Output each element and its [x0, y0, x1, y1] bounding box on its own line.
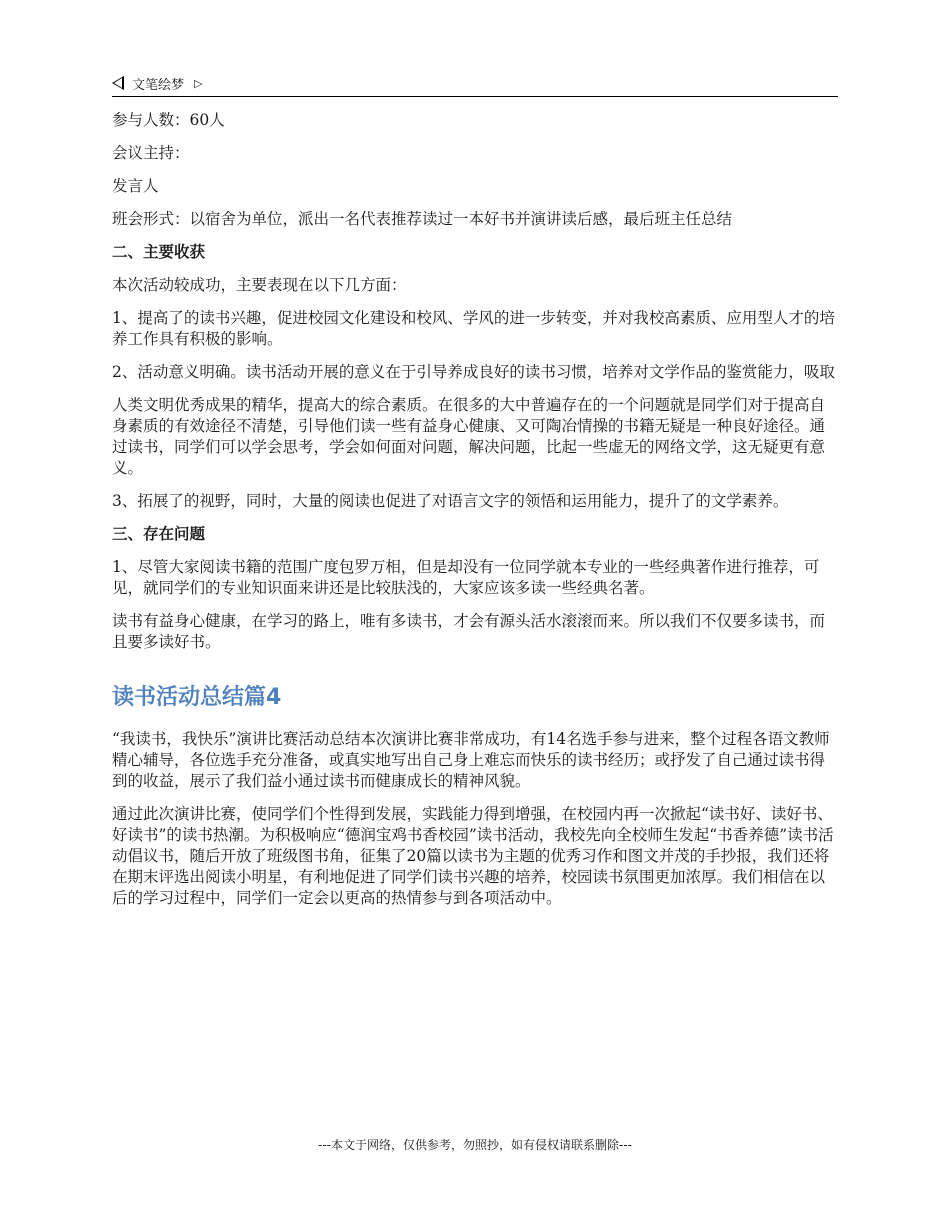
- paragraph: 本次活动较成功，主要表现在以下几方面：: [112, 276, 407, 294]
- section-heading-problems: 三、存在问题: [112, 525, 206, 543]
- paragraph: 发言人: [112, 177, 159, 195]
- triangle-right-icon: ▷: [194, 76, 203, 90]
- paragraph: 参与人数：60人: [112, 111, 225, 129]
- paragraph: 人类文明优秀成果的精华，提高大的综合素质。在很多的大中普遍存在的一个问题就是同学们对于提高自身素质的有效途径不清楚，引导他们读一些有益身心健康、又可陶冶情操的书籍无疑是一种良好途径。通过读书，同学们可以学会思考，学会如何面对问题，解决问题，比起一些虚无的网络文学，这无疑更有意义。: [112, 396, 826, 477]
- document-body: [112, 110, 840, 921]
- page-header: [112, 70, 838, 97]
- triangle-left-icon: [112, 76, 124, 90]
- paragraph: 1、尽管大家阅读书籍的范围广度包罗万相，但是却没有一位同学就本专业的一些经典著作进行推荐，可见，就同学们的专业知识面来讲还是比较肤浅的，大家应该多读一些经典名著。: [112, 558, 820, 597]
- paragraph: “我读书，我快乐”演讲比赛活动总结本次演讲比赛非常成功，有14名选手参与进来，整个过程各语文教师精心辅导，各位选手充分准备，或真实地写出自己身上难忘而快乐的读书经历；或抒发了自己通过读书得到的收益，展示了我们益小通过读书而健康成长的精神风貌。: [112, 730, 830, 790]
- header-title: 文笔绘梦: [132, 77, 185, 93]
- paragraph: 读书有益身心健康，在学习的路上，唯有多读书，才会有源头活水滚滚而来。所以我们不仅要多读书，而且要多读好书。: [112, 612, 826, 651]
- section-title: 读书活动总结篇4: [112, 685, 282, 710]
- paragraph: 班会形式：以宿舍为单位，派出一名代表推荐读过一本好书并演讲读后感，最后班主任总结: [112, 210, 733, 228]
- section-heading-gains: 二、主要收获: [112, 243, 206, 261]
- paragraph: 会议主持：: [112, 144, 190, 162]
- paragraph: 通过此次演讲比赛，使同学们个性得到发展，实践能力得到增强，在校园内再一次掀起“读书好、读好书、好读书”的读书热潮。为积极响应“德润宝鸡书香校园”读书活动，我校先向全校师生发起“书香养德”读书活动倡议书，随后开放了班级图书角，征集了20篇以读书为主题的优秀习作和图文并茂的手抄报，我们还将在期末评选出阅读小明星，有利地促进了同学们读书兴趣的培养，校园读书氛围更加浓厚。我们相信在以后的学习过程中，同学们一定会以更高的热情参与到各项活动中。: [112, 805, 834, 907]
- paragraph: 1、提高了的读书兴趣，促进校园文化建设和校风、学风的进一步转变，并对我校高素质、应用型人才的培养工作具有积极的影响。: [112, 309, 835, 348]
- footer-note: ---本文于网络，仅供参考，勿照抄，如有侵权请联系删除---: [318, 1138, 632, 1152]
- paragraph: 3、拓展了的视野，同时，大量的阅读也促进了对语言文字的领悟和运用能力，提升了的文学素养。: [112, 492, 789, 510]
- paragraph: 2、活动意义明确。读书活动开展的意义在于引导养成良好的读书习惯，培养对文学作品的鉴赏能力，吸取: [112, 363, 835, 381]
